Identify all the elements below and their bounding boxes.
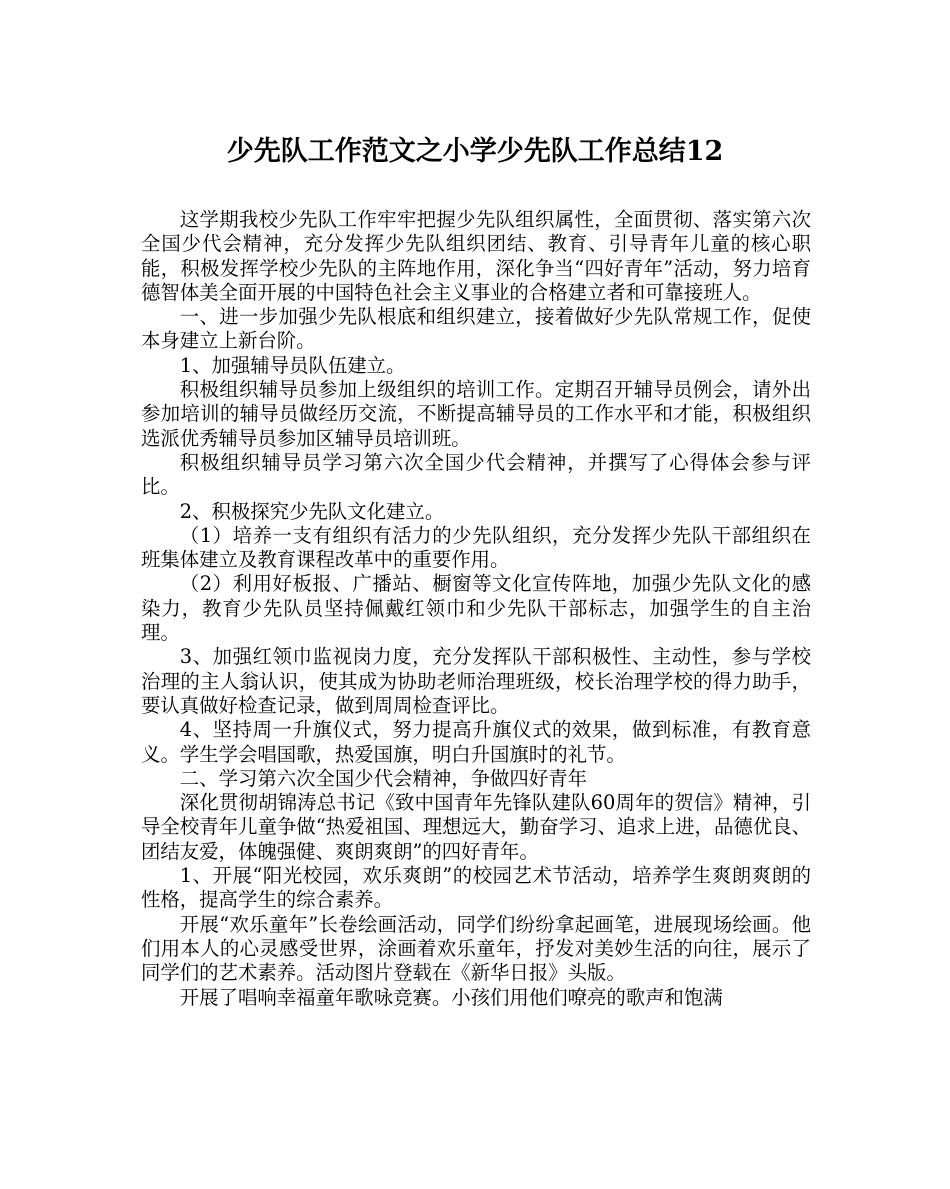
paragraph: 一、进一步加强少先队根底和组织建立，接着做好少先队常规工作，促使本身建立上新台阶。 bbox=[141, 305, 811, 353]
paragraph: 1、加强辅导员队伍建立。 bbox=[179, 353, 406, 377]
paragraph: 积极组织辅导员学习第六次全国少代会精神，并撰写了心得体会参与评比。 bbox=[141, 450, 811, 499]
paragraph: 2、积极探究少先队文化建立。 bbox=[179, 499, 445, 523]
paragraph: 开展了唱响幸福童年歌咏竞赛。小孩们用他们嘹亮的歌声和饱满 bbox=[179, 985, 723, 1009]
paragraph: 这学期我校少先队工作牢牢把握少先队组织属性，全面贯彻、落实第六次全国少代会精神，充分发挥少先队组织团结、教育、引导青年儿童的核心职能，积极发挥学校少先队的主阵地作用，深化争当“四好青年”活动，努力培育德智体美全面开展的中国特色社会主义事业的合格建立者和可靠接班人。 bbox=[141, 208, 811, 304]
document-body bbox=[141, 208, 811, 1010]
paragraph: 开展“欢乐童年”长卷绘画活动，同学们纷纷拿起画笔，进展现场绘画。他们用本人的心灵感受世界，涂画着欢乐童年，抒发对美妙生活的向往，展示了同学们的艺术素养。活动图片登载在《新华日报》头版。 bbox=[141, 912, 811, 985]
paragraph: （2）利用好板报、广播站、橱窗等文化宣传阵地，加强少先队文化的感染力，教育少先队员坚持佩戴红领巾和少先队干部标志，加强学生的自主治理。 bbox=[141, 572, 811, 645]
paragraph: 1、开展“阳光校园，欢乐爽朗”的校园艺术节活动，培养学生爽朗爽朗的性格，提高学生的综合素养。 bbox=[141, 864, 811, 912]
paragraph: 4、坚持周一升旗仪式，努力提高升旗仪式的效果，做到标准，有教育意义。学生学会唱国歌，热爱国旗，明白升国旗时的礼节。 bbox=[141, 718, 811, 766]
paragraph: 3、加强红领巾监视岗力度，充分发挥队干部积极性、主动性，参与学校治理的主人翁认识，使其成为协助老师治理班级，校长治理学校的得力助手，要认真做好检查记录，做到周周检查评比。 bbox=[141, 645, 811, 717]
document-title: 少先队工作范文之小学少先队工作总结12 bbox=[226, 136, 724, 167]
paragraph: 积极组织辅导员参加上级组织的培训工作。定期召开辅导员例会，请外出参加培训的辅导员做经历交流，不断提高辅导员的工作水平和才能，积极组织选派优秀辅导员参加区辅导员培训班。 bbox=[141, 378, 811, 450]
paragraph: 二、学习第六次全国少代会精神，争做四好青年 bbox=[179, 766, 587, 790]
paragraph: （1）培养一支有组织有活力的少先队组织，充分发挥少先队干部组织在班集体建立及教育课程改革中的重要作用。 bbox=[141, 523, 811, 572]
paragraph: 深化贯彻胡锦涛总书记《致中国青年先锋队建队60周年的贺信》精神，引导全校青年儿童争做“热爱祖国、理想远大，勤奋学习、追求上进，品德优良、团结友爱，体魄强健、爽朗爽朗”的四好青年。 bbox=[141, 791, 811, 863]
